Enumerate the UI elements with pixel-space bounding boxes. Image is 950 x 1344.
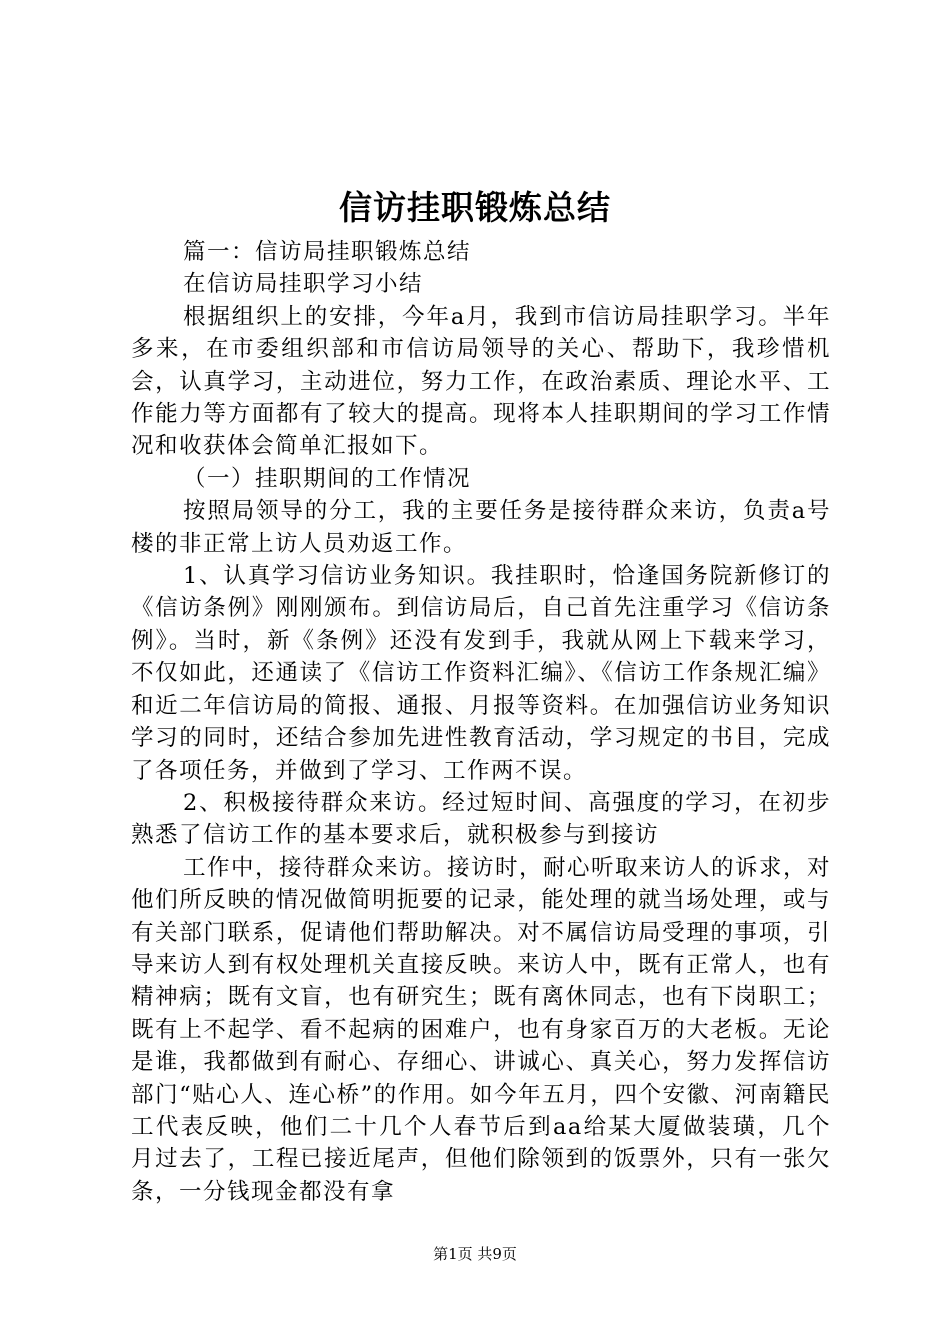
- paragraph-intro: 根据组织上的安排，今年a月，我到市信访局挂职学习。半年多来，在市委组织部和市信访局领导的关心、帮助下，我珍惜机会，认真学习，主动进位，努力工作，在政治素质、理论水平、工作能力等方面都有了较大的提高。现将本人挂职期间的学习工作情况和收获体会简单汇报如下。: [131, 303, 831, 460]
- document-title: 信访挂职锻炼总结: [339, 188, 611, 227]
- paragraph-point-2: 2、积极接待群众来访。经过短时间、高强度的学习，在初步熟悉了信访工作的基本要求后，就积极参与到接访: [131, 789, 831, 849]
- paragraph-subtitle: 在信访局挂职学习小结: [183, 271, 424, 298]
- paragraph-reception: 工作中，接待群众来访。接访时，耐心听取来访人的诉求，对他们所反映的情况做简明扼要的记录，能处理的就当场处理，或与有关部门联系，促请他们帮助解决。对不属信访局受理的事项，引导来访人到有权处理机关直接反映。来访人中，既有正常人，也有精神病；既有文盲，也有研究生；既有离休同志，也有下岗职工；既有上不起学、看不起病的困难户，也有身家百万的大老板。无论是谁，我都做到有耐心、存细心、讲诚心、真关心，努力发挥信访部门“贴心人、连心桥”的作用。如今年五月，四个安徽、河南籍民工代表反映，他们二十几个人春节后到aa给某大厦做装璜，几个月过去了，工程已接近尾声，但他们除领到的饭票外，只有一张欠条，一分钱现金都没有拿: [131, 854, 832, 1205]
- document-body: [131, 236, 831, 1208]
- paragraph-point-1: 1、认真学习信访业务知识。我挂职时，恰逢国务院新修订的《信访条例》刚刚颁布。到信访局后，自己首先注重学习《信访条例》。当时，新《条例》还没有发到手，我就从网上下载来学习，不仅如此，还通读了《信访工作资料汇编》、《信访工作条规汇编》和近二年信访局的简报、通报、月报等资料。在加强信访业务知识学习的同时，还结合参加先进性教育活动，学习规定的书目，完成了各项任务，并做到了学习、工作两不误。: [131, 563, 831, 784]
- paragraph-heading-work: （一）挂职期间的工作情况: [183, 465, 472, 492]
- paragraph-section-heading: 篇一：信访局挂职锻炼总结: [183, 239, 472, 265]
- page-footer: 第1页 共9页: [433, 1245, 517, 1263]
- paragraph-task: 按照局领导的分工，我的主要任务是接待群众来访，负责a号楼的非正常上访人员劝返工作。: [131, 498, 831, 557]
